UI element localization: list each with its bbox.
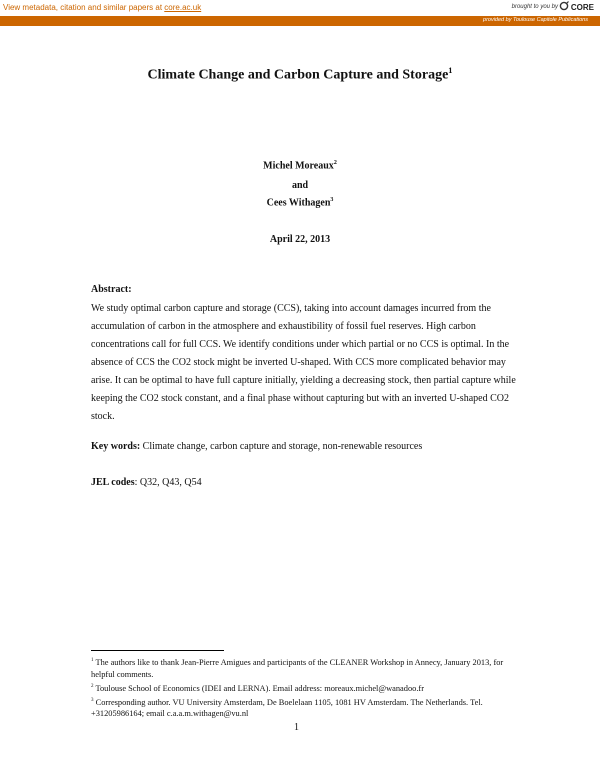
keywords-text: Climate change, carbon capture and storage, non-renewable resources	[140, 441, 423, 452]
footnote-1	[91, 655, 521, 681]
footnote-text: Toulouse School of Economics (IDEI and LERNA). Email address: moreaux.michel@wanadoo.fr	[93, 683, 425, 693]
keywords-label: Key words:	[91, 441, 141, 452]
provided-by-text: provided by Toulouse Capitole Publications	[483, 17, 588, 23]
core-logo-text: CORE	[570, 3, 594, 12]
abstract-heading: Abstract:	[91, 284, 132, 295]
abstract-body: We study optimal carbon capture and storage (CCS), taking into account damages incurred from the accumulation of carbon in the atmosphere and exhaustibility of fossil fuel reserves. High carbon concentrations call for full CCS. We identify conditions under which partial or no CCS is optimal. In the absence of CCS the CO2 stock might be inverted U-shaped. With CCS more complicated behavior may arise. It can be optimal to have full capture initially, yielding a decreasing stock, then partial capture while keeping the CO2 stock constant, and a final phase without capturing but with an inverted U-shaped CO2 stock.	[91, 303, 516, 422]
footnote-text: The authors like to thank Jean-Pierre Amigues and participants of the CLEANER Workshop in Annecy, January 2013, for helpful comments.	[91, 657, 504, 679]
footnotes	[91, 655, 521, 720]
paper-title	[0, 66, 600, 84]
footnote-number: 1	[91, 658, 94, 663]
jel-text: : Q32, Q43, Q54	[134, 477, 202, 488]
footnote-3	[91, 695, 521, 721]
title-footnote-mark: 1	[448, 66, 453, 75]
title-text: Climate Change and Carbon Capture and Storage	[147, 67, 449, 83]
paper-date: April 22, 2013	[269, 234, 331, 245]
core-link-prefix: View metadata, citation and similar papers at	[3, 3, 165, 12]
author-1-name: Michel Moreaux	[263, 160, 334, 172]
jel-label: JEL codes	[91, 477, 135, 488]
footnote-2	[91, 681, 521, 695]
author-2-footnote-mark: 3	[330, 197, 334, 203]
keywords	[91, 441, 422, 452]
author-1	[0, 160, 600, 171]
author-2	[0, 197, 600, 208]
footnote-number: 3	[91, 697, 94, 703]
page-number: 1	[294, 722, 299, 733]
provided-bar	[0, 16, 600, 26]
core-link-domain[interactable]: core.ac.uk	[164, 3, 202, 12]
core-header	[0, 0, 600, 16]
footnote-divider	[91, 650, 224, 651]
brought-by-text: brought to you by	[511, 4, 558, 10]
footnote-number: 2	[91, 683, 94, 689]
core-logo-icon	[559, 1, 569, 11]
jel-codes	[91, 477, 202, 488]
author-1-footnote-mark: 2	[333, 160, 337, 166]
core-logo[interactable]	[559, 1, 594, 12]
footnote-text: Corresponding author. VU University Amsterdam, De Boelelaan 1105, 1081 HV Amsterdam. The Netherlands. Tel. +31205986164; email c.a.a.m.withagen@vu.nl	[91, 697, 483, 719]
author-2-name: Cees Withagen	[266, 197, 331, 209]
core-metadata-link[interactable]	[3, 3, 201, 12]
and-text: and	[291, 180, 309, 191]
